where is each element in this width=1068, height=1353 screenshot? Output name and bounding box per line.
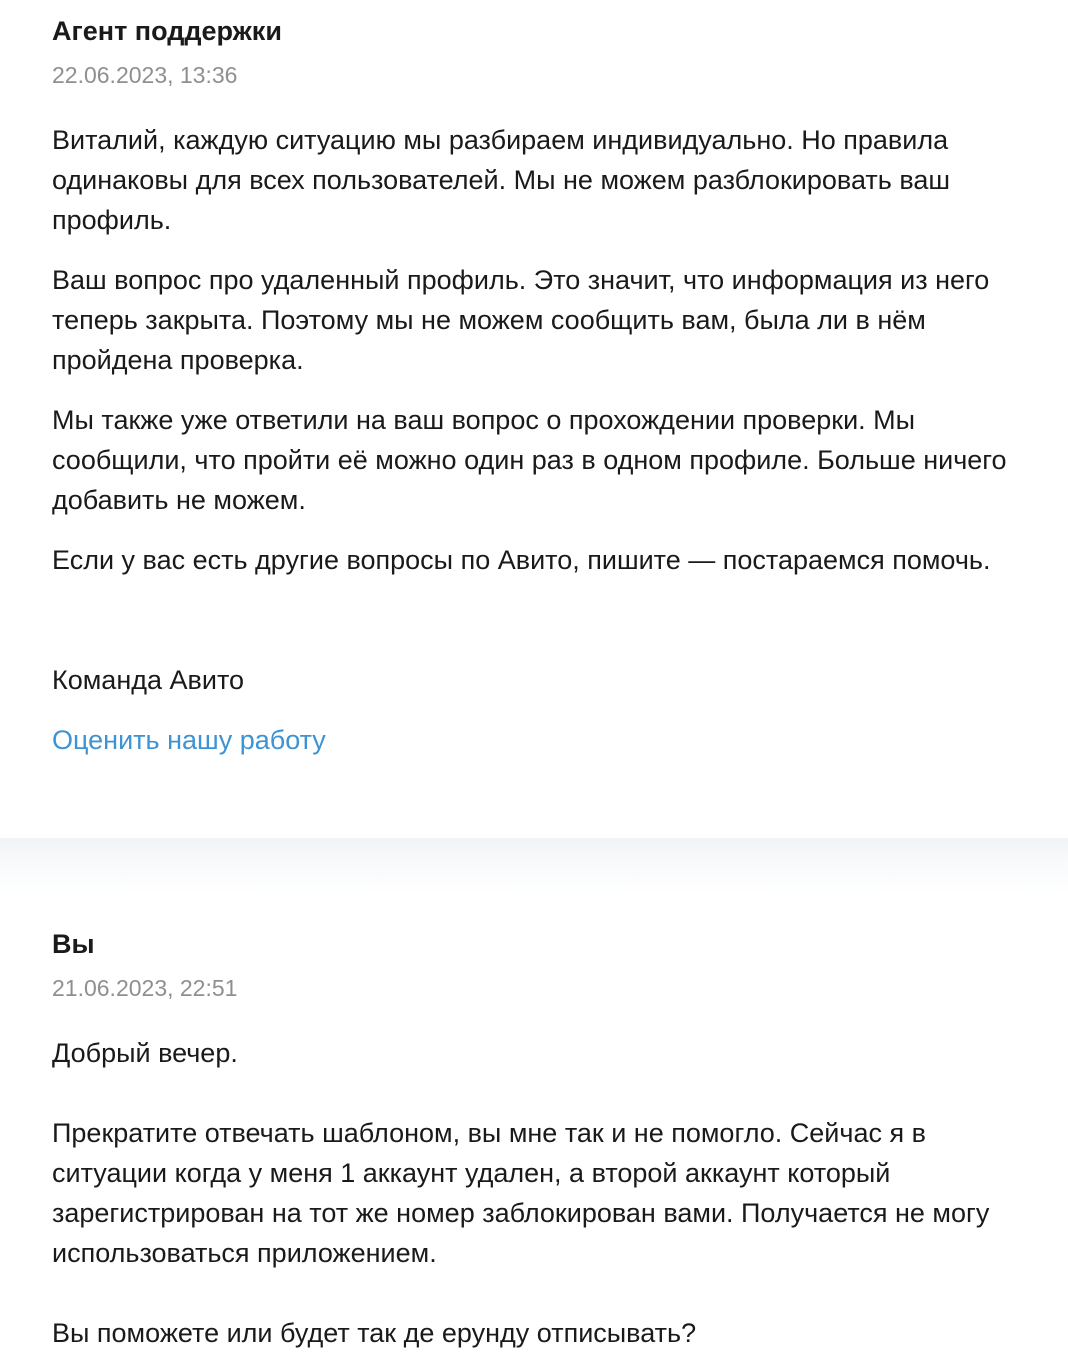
- message-paragraph: Вы поможете или будет так де ерунду отписывать?: [52, 1318, 697, 1348]
- message-divider: [0, 838, 1068, 894]
- rate-our-work-link[interactable]: Оценить нашу работу: [52, 725, 326, 755]
- message-author: Вы: [52, 929, 95, 959]
- message-timestamp: 22.06.2023, 13:36: [52, 62, 238, 88]
- message-timestamp: 21.06.2023, 22:51: [52, 975, 238, 1001]
- message-body: [52, 120, 1024, 580]
- message-paragraph: Добрый вечер.: [52, 1038, 238, 1068]
- message-paragraph: Прекратите отвечать шаблоном, вы мне так и не помогло. Сейчас я в ситуации когда у меня 1 аккаунт удален, а второй аккаунт который зарегистрирован на тот же номер заблокирован вами. Получается не могу использоваться приложением.: [52, 1118, 990, 1268]
- user-message: [0, 926, 1068, 1353]
- message-paragraph: Если у вас есть другие вопросы по Авито, пишите — постараемся помочь.: [52, 545, 991, 575]
- message-signature: Команда Авито: [52, 665, 245, 695]
- message-paragraph: Виталий, каждую ситуацию мы разбираем индивидуально. Но правила одинаковы для всех пользователей. Мы не можем разблокировать ваш профиль.: [52, 125, 951, 235]
- message-paragraph: Мы также уже ответили на ваш вопрос о прохождении проверки. Мы сообщили, что пройти её можно один раз в одном профиле. Больше ничего добавить не можем.: [52, 405, 1007, 515]
- message-body: [52, 1033, 1024, 1353]
- message-author: Агент поддержки: [52, 16, 282, 46]
- message-paragraph: Ваш вопрос про удаленный профиль. Это значит, что информация из него теперь закрыта. Поэтому мы не можем сообщить вам, была ли в нём пройдена проверка.: [52, 265, 990, 375]
